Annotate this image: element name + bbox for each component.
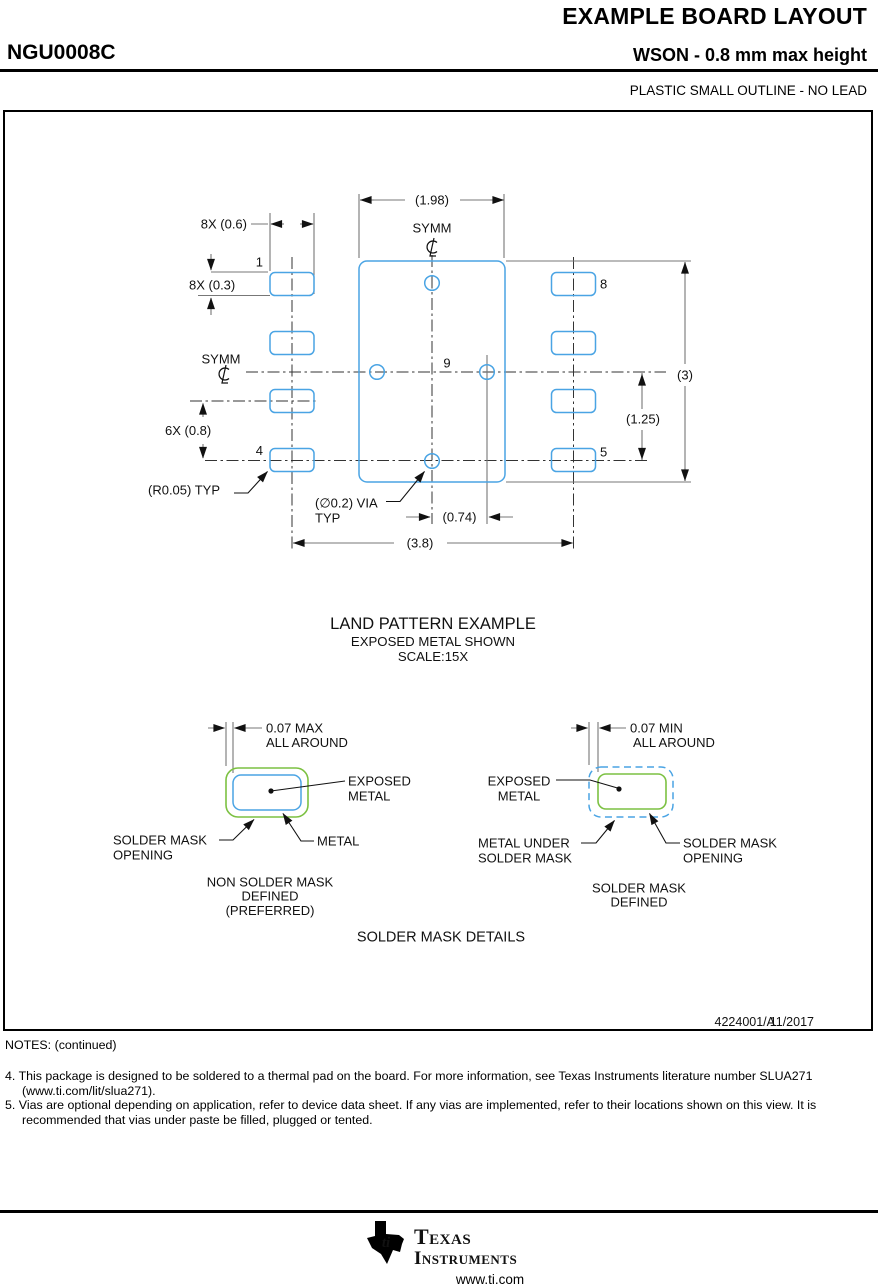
svg-text:SYMM: SYMM xyxy=(412,220,452,236)
svg-text:(0.74): (0.74) xyxy=(442,509,477,525)
svg-text:(1.98): (1.98) xyxy=(415,192,449,208)
doc-number: 4224001/A xyxy=(714,1015,775,1029)
symm-left xyxy=(202,352,241,384)
dimension-3 xyxy=(677,262,693,481)
revision-date: 11/2017 xyxy=(769,1015,814,1029)
package-description: WSON - 0.8 mm max height xyxy=(632,45,867,65)
centerlines xyxy=(190,255,666,549)
note-item-4 xyxy=(5,1069,829,1099)
note-item-5 xyxy=(5,1098,829,1128)
svg-text:(∅0.2) VIA: (∅0.2) VIA xyxy=(315,495,378,511)
notes-heading: NOTES: (continued) xyxy=(5,1038,117,1052)
metal-pad-shape xyxy=(233,775,301,810)
dimension-0-74 xyxy=(406,510,513,525)
svg-text:8X (0.6): 8X (0.6) xyxy=(200,216,247,232)
note-text: This package is designed to be soldered to a thermal pad on the board. For more information, see Texas Instruments literature number SLUA271 (www.ti.com/lit/slua271). xyxy=(18,1068,813,1098)
radius-callout xyxy=(148,472,268,498)
smd-dim-label: 0.07 MIN xyxy=(630,720,683,736)
solder-mask-opening-label: SOLDER MASK xyxy=(113,832,207,848)
svg-text:DEFINED: DEFINED xyxy=(610,894,668,910)
svg-text:(3.8): (3.8) xyxy=(406,535,434,551)
pin-4-label: 4 xyxy=(255,443,263,458)
svg-text:ALL AROUND: ALL AROUND xyxy=(266,735,348,750)
svg-text:OPENING: OPENING xyxy=(113,847,173,863)
drawing-frame xyxy=(3,110,873,1031)
svg-text:DEFINED: DEFINED xyxy=(241,888,299,904)
leader-dot xyxy=(616,786,621,791)
svg-text:ti: ti xyxy=(381,1235,391,1251)
smd-diagram xyxy=(478,721,777,910)
svg-text:METAL: METAL xyxy=(348,788,391,804)
pin-5-label: 5 xyxy=(600,444,608,460)
exposed-metal-label: EXPOSED xyxy=(487,773,551,789)
svg-text:ALL AROUND: ALL AROUND xyxy=(633,735,715,750)
svg-text:8X (0.3): 8X (0.3) xyxy=(189,277,236,293)
centerline-symbol xyxy=(219,365,229,383)
page-title: EXAMPLE BOARD LAYOUT xyxy=(562,3,867,29)
board-layout-drawing xyxy=(5,112,871,1029)
solder-mask-opening-label: SOLDER MASK xyxy=(683,835,777,851)
ti-website-link[interactable]: www.ti.com xyxy=(455,1272,525,1287)
package-subtitle: PLASTIC SMALL OUTLINE - NO LEAD xyxy=(629,83,867,98)
nsmd-dim-label: 0.07 MAX xyxy=(266,720,324,736)
land-pattern-title: LAND PATTERN EXAMPLE xyxy=(330,615,536,633)
dimension-6x-0-8 xyxy=(165,404,211,459)
brand-instruments: Instruments xyxy=(414,1248,518,1269)
ti-logo xyxy=(366,1220,566,1275)
note-number: 4. xyxy=(5,1068,16,1083)
svg-text:OPENING: OPENING xyxy=(683,850,743,866)
nsmd-caption: NON SOLDER MASK xyxy=(206,874,334,890)
symm-top xyxy=(413,221,452,257)
land-pattern-drawing xyxy=(148,193,693,665)
solder-mask-opening-shape xyxy=(598,774,666,809)
svg-text:(1.25): (1.25) xyxy=(626,411,660,427)
svg-text:TYP: TYP xyxy=(315,510,341,526)
dimension-1-25 xyxy=(626,373,660,460)
svg-text:(R0.05) TYP: (R0.05) TYP xyxy=(148,482,221,498)
centerline-symbol xyxy=(427,238,437,256)
header-rule xyxy=(0,69,878,72)
svg-text:(PREFERRED): (PREFERRED) xyxy=(225,903,315,918)
land-pattern-subtitle: EXPOSED METAL SHOWN xyxy=(350,634,516,649)
footer-rule xyxy=(0,1210,878,1213)
pin-1-label: 1 xyxy=(255,254,263,270)
notes-section xyxy=(5,1038,829,1128)
metal-label: METAL xyxy=(317,833,360,849)
svg-text:METAL: METAL xyxy=(497,788,541,804)
svg-text:6X (0.8): 6X (0.8) xyxy=(165,423,212,438)
svg-text:SYMM: SYMM xyxy=(201,351,241,367)
brand-texas: Texas xyxy=(414,1224,472,1249)
exposed-metal-label: EXPOSED xyxy=(348,773,411,789)
svg-text:SOLDER MASK: SOLDER MASK xyxy=(478,850,572,866)
pin-8-label: 8 xyxy=(600,276,608,292)
pin-9-label: 9 xyxy=(443,355,451,371)
note-number: 5. xyxy=(5,1098,16,1113)
dimension-8x-0-3 xyxy=(189,254,235,315)
ti-logo-graphic xyxy=(366,1220,566,1270)
svg-text:(3): (3) xyxy=(677,367,693,383)
dimension-3-8 xyxy=(293,536,573,551)
land-pattern-scale: SCALE:15X xyxy=(397,649,469,664)
part-number: NGU0008C xyxy=(7,41,116,64)
metal-under-label: METAL UNDER xyxy=(478,835,570,851)
dimension-1-98 xyxy=(360,193,504,208)
dimension-8x-0-6 xyxy=(201,217,313,232)
solder-mask-details-title: SOLDER MASK DETAILS xyxy=(356,929,526,946)
note-text: Vias are optional depending on application, refer to device data sheet. If any vias are implemented, refer to their locations shown on this view. It is recommended that vias under paste be filled, plugged or tented. xyxy=(18,1098,817,1128)
nsmd-diagram xyxy=(113,721,411,919)
texas-state-icon xyxy=(367,1221,404,1264)
smd-caption: SOLDER MASK xyxy=(592,880,686,896)
